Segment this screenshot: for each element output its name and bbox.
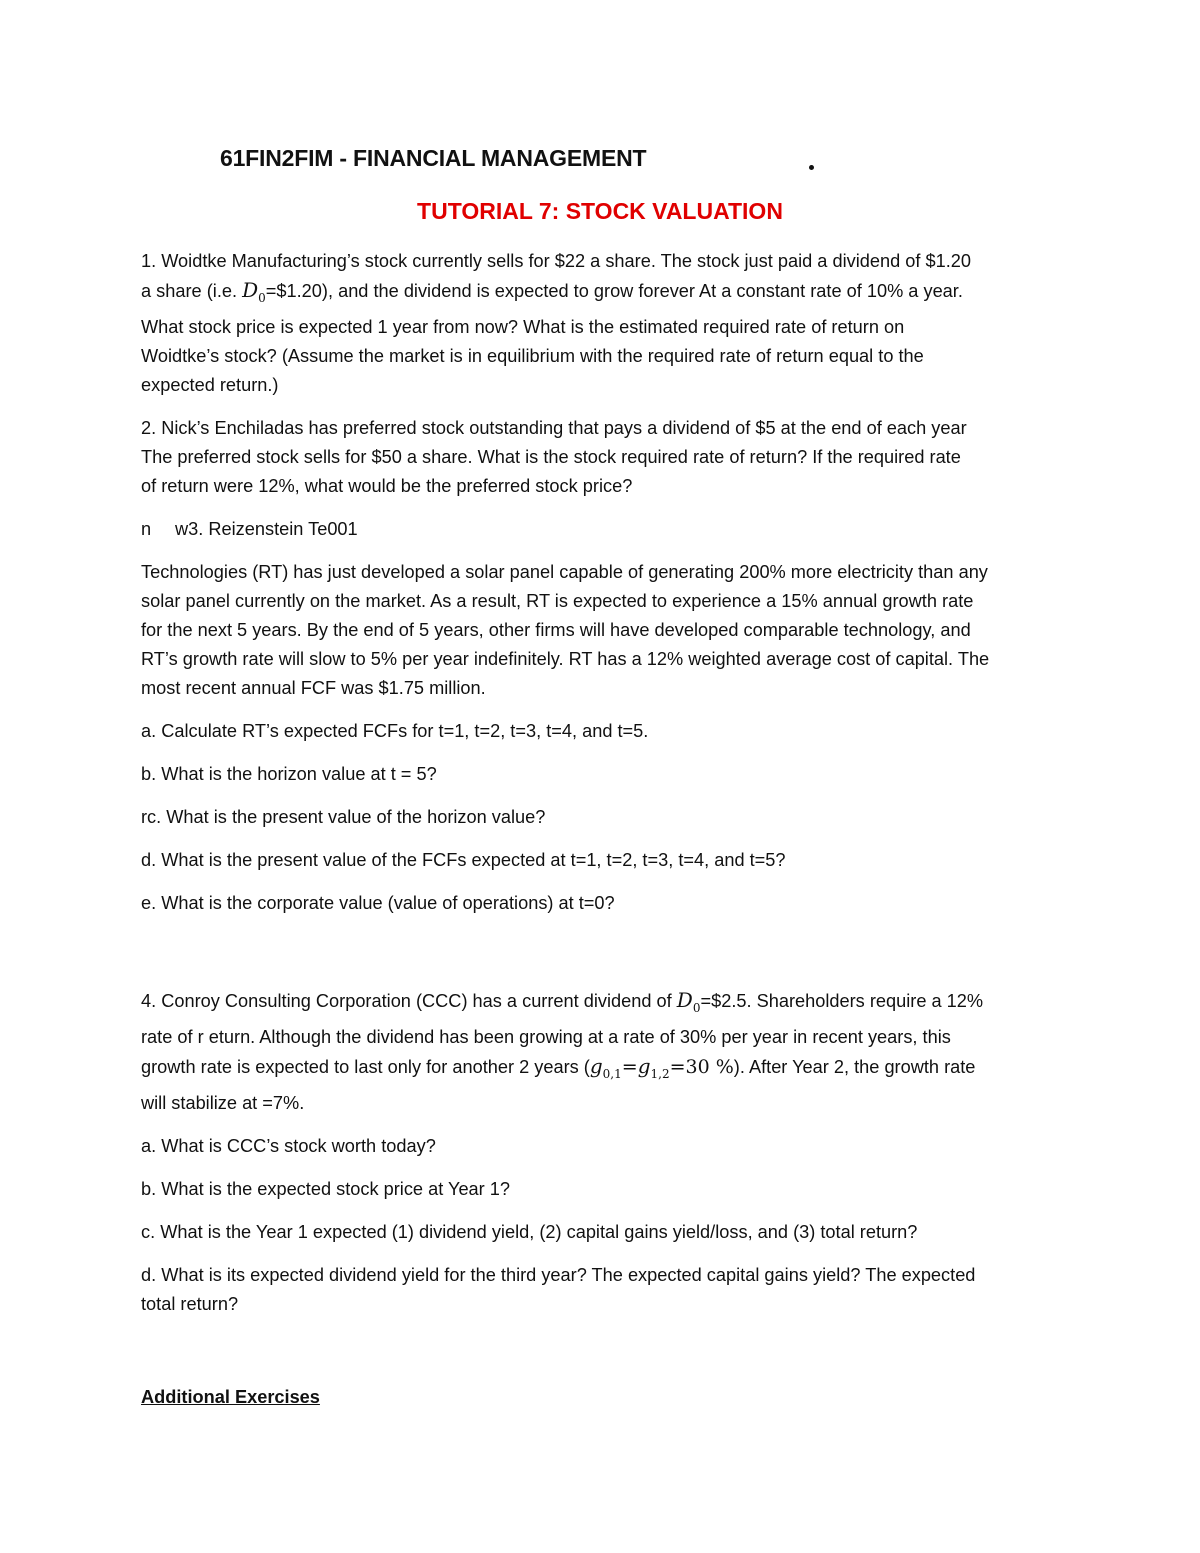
q4-part-c: c. What is the Year 1 expected (1) dividend yield, (2) capital gains yield/loss, and (3) total return? xyxy=(141,1222,918,1242)
q4-line1: 4. Conroy Consulting Corporation (CCC) has a current dividend of $D_0=\$2.5$. Shareholders require a 12% xyxy=(141,988,984,1015)
q3-part-c: rc. What is the present value of the horizon value? xyxy=(141,807,546,827)
stray-dot xyxy=(809,165,814,170)
q1-line5: expected return.) xyxy=(141,375,279,395)
q3-line2: solar panel currently on the market. As a result, RT is expected to experience a 15% annual growth rate xyxy=(141,591,974,611)
document-body xyxy=(141,247,1061,1412)
q1-line2: a share (i.e. $D_0=\$1.20$), and the dividend is expected to grow forever At a constant rate of 10% a year. xyxy=(141,278,963,305)
d0-symbol: $D_0$ xyxy=(676,988,701,1015)
q2-line2: The preferred stock sells for $50 a share. What is the stock required rate of return? If the required rate xyxy=(141,447,961,467)
q2-line3: of return were 12%, what would be the preferred stock price? xyxy=(141,476,633,496)
q3-title: n w3. Reizenstein Te001 xyxy=(141,519,358,539)
g01-symbol: $g_{0,1}$ xyxy=(589,1054,622,1081)
q3-line1: Technologies (RT) has just developed a solar panel capable of generating 200% more electricity than any xyxy=(141,562,988,582)
q4-line3: growth rate is expected to last only for another 2 years ($g_{0,1}=g_{1,2}=30$ %). After Year 2, the growth rate xyxy=(141,1054,976,1081)
q3-part-d: d. What is the present value of the FCFs expected at t=1, t=2, t=3, t=4, and t=5? xyxy=(141,850,786,870)
q3-line4: RT’s growth rate will slow to 5% per year indefinitely. RT has a 12% weighted average cost of capital. The xyxy=(141,649,990,669)
additional-exercises-heading: Additional Exercises xyxy=(141,1387,320,1407)
q4-part-a: a. What is CCC’s stock worth today? xyxy=(141,1136,436,1156)
q3-line5: most recent annual FCF was $1.75 million. xyxy=(141,678,486,698)
q4-part-b: b. What is the expected stock price at Year 1? xyxy=(141,1179,511,1199)
q2-line1: 2. Nick’s Enchiladas has preferred stock outstanding that pays a dividend of $5 at the end of each year xyxy=(141,418,967,438)
q1-line3: What stock price is expected 1 year from now? What is the estimated required rate of return on xyxy=(141,317,905,337)
q1-line4: Woidtke’s stock? (Assume the market is in equilibrium with the required rate of return equal to the xyxy=(141,346,924,366)
q3-part-e: e. What is the corporate value (value of operations) at t=0? xyxy=(141,893,615,913)
q3-part-a: a. Calculate RT’s expected FCFs for t=1, t=2, t=3, t=4, and t=5. xyxy=(141,721,649,741)
q3-line3: for the next 5 years. By the end of 5 years, other firms will have developed comparable technology, and xyxy=(141,620,971,640)
tutorial-title: TUTORIAL 7: STOCK VALUATION xyxy=(417,198,783,224)
g12-symbol: $g_{1,2}$ xyxy=(637,1054,670,1081)
q3-part-b: b. What is the horizon value at t = 5? xyxy=(141,764,437,784)
q1-line1: 1. Woidtke Manufacturing’s stock currently sells for $22 a share. The stock just paid a dividend of $1.20 xyxy=(141,251,971,271)
course-title: 61FIN2FIM - FINANCIAL MANAGEMENT xyxy=(220,145,647,171)
q4-line2: rate of r eturn. Although the dividend has been growing at a rate of 30% per year in recent years, this xyxy=(141,1027,951,1047)
q4-part-d-line1: d. What is its expected dividend yield for the third year? The expected capital gains yield? The expected xyxy=(141,1265,976,1285)
q4-part-d-line2: total return? xyxy=(141,1294,239,1314)
q4-line4: will stabilize at =7%. xyxy=(141,1093,305,1113)
d0-symbol: $D_0$ xyxy=(242,278,266,305)
